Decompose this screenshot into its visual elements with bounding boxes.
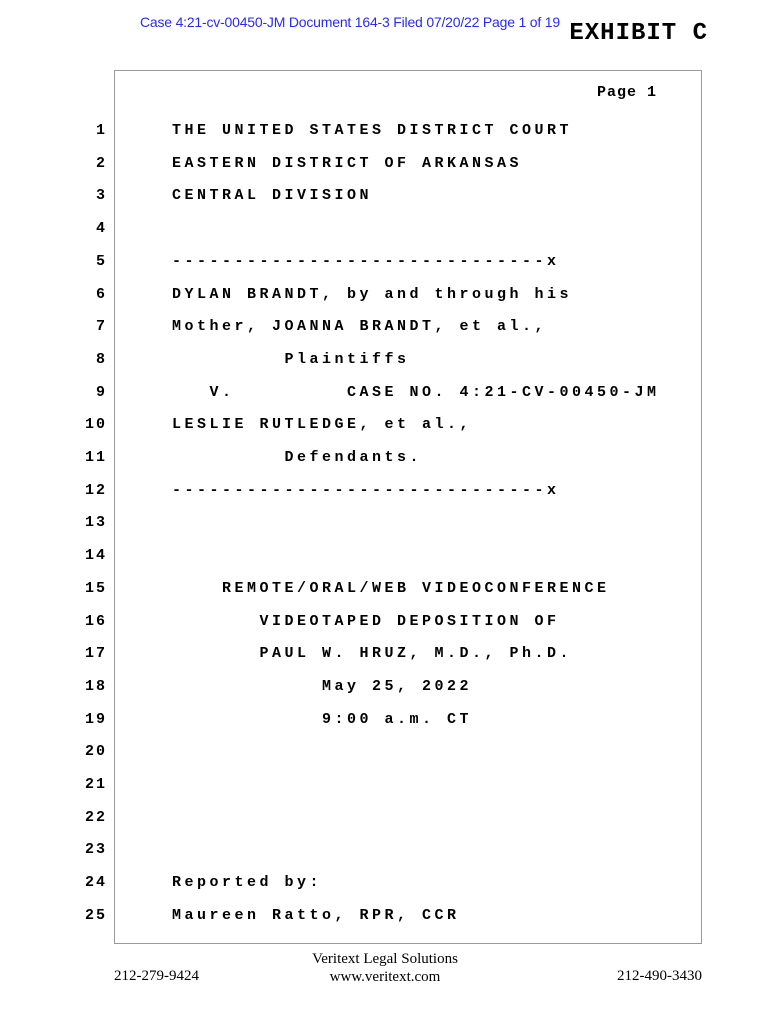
footer-phone-left: 212-279-9424 <box>114 968 199 984</box>
exhibit-label: EXHIBIT C <box>569 20 708 47</box>
page-number: Page 1 <box>596 84 657 101</box>
line-number: 12 <box>84 481 107 499</box>
line-text: DYLAN BRANDT, by and through his <box>172 285 573 303</box>
line-number: 7 <box>95 318 107 336</box>
transcript-line <box>0 645 720 665</box>
transcript-line <box>0 613 720 633</box>
transcript-line <box>0 711 720 731</box>
line-number: 10 <box>84 416 107 434</box>
line-text: CENTRAL DIVISION <box>172 187 373 205</box>
line-number: 11 <box>84 449 107 466</box>
footer-phone-right: 212-490-3430 <box>617 968 702 984</box>
transcript-line <box>0 547 720 567</box>
transcript-line <box>0 155 720 175</box>
transcript-line <box>0 809 720 829</box>
transcript-line <box>0 416 720 436</box>
line-number: 6 <box>95 285 107 303</box>
transcript-line <box>0 351 720 371</box>
transcript-line <box>0 743 720 763</box>
line-number: 4 <box>95 220 107 238</box>
transcript-line <box>0 286 720 306</box>
line-number: 24 <box>84 874 107 892</box>
line-number: 19 <box>84 710 107 728</box>
line-text: Defendants. <box>172 449 423 466</box>
line-number: 20 <box>84 743 107 761</box>
transcript-line <box>0 482 720 502</box>
line-text: THE UNITED STATES DISTRICT COURT <box>172 122 573 139</box>
line-text: May 25, 2022 <box>172 677 473 695</box>
footer-website: www.veritext.com <box>329 969 441 985</box>
transcript-line <box>0 514 720 534</box>
transcript-line <box>0 187 720 207</box>
line-number: 23 <box>84 841 107 859</box>
line-text: LESLIE RUTLEDGE, et al., <box>172 416 473 434</box>
transcript-line <box>0 253 720 273</box>
line-number: 1 <box>95 122 107 139</box>
transcript-line <box>0 907 720 927</box>
transcript-line <box>0 318 720 338</box>
transcript-line <box>0 122 720 142</box>
ecf-filing-stamp: Case 4:21-cv-00450-JM Document 164-3 Filed 07/20/22 Page 1 of 19 <box>140 14 560 30</box>
transcript-line <box>0 220 720 240</box>
footer-company: Veritext Legal Solutions <box>312 951 458 967</box>
line-number: 21 <box>84 776 107 793</box>
line-text: Mother, JOANNA BRANDT, et al., <box>172 318 548 336</box>
line-text: V. CASE NO. 4:21-CV-00450-JM <box>172 383 660 401</box>
line-number: 8 <box>95 350 107 368</box>
line-text: ------------------------------x <box>172 252 560 270</box>
line-number: 22 <box>84 808 107 826</box>
line-text: 9:00 a.m. CT <box>172 710 473 728</box>
line-number: 18 <box>84 677 107 695</box>
line-number: 5 <box>95 252 107 270</box>
transcript-line <box>0 580 720 600</box>
transcript-line <box>0 449 720 469</box>
line-number: 9 <box>95 383 107 401</box>
line-number: 25 <box>84 906 107 924</box>
line-text: ------------------------------x <box>172 481 560 499</box>
transcript-line <box>0 384 720 404</box>
line-text: EASTERN DISTRICT OF ARKANSAS <box>172 154 523 172</box>
line-text: PAUL W. HRUZ, M.D., Ph.D. <box>172 645 573 663</box>
line-number: 3 <box>95 187 107 205</box>
line-text: REMOTE/ORAL/WEB VIDEOCONFERENCE <box>172 579 610 597</box>
line-number: 15 <box>84 579 107 597</box>
line-number: 13 <box>84 514 107 532</box>
line-number: 17 <box>84 645 107 663</box>
line-text: Maureen Ratto, RPR, CCR <box>172 906 460 924</box>
line-number: 14 <box>84 547 107 565</box>
transcript-line <box>0 678 720 698</box>
line-text: VIDEOTAPED DEPOSITION OF <box>172 612 560 630</box>
transcript-line <box>0 776 720 796</box>
line-number: 2 <box>95 154 107 172</box>
line-text: Reported by: <box>172 874 323 892</box>
line-number: 16 <box>84 612 107 630</box>
transcript-line <box>0 874 720 894</box>
transcript-line <box>0 841 720 861</box>
line-text: Plaintiffs <box>172 350 410 368</box>
